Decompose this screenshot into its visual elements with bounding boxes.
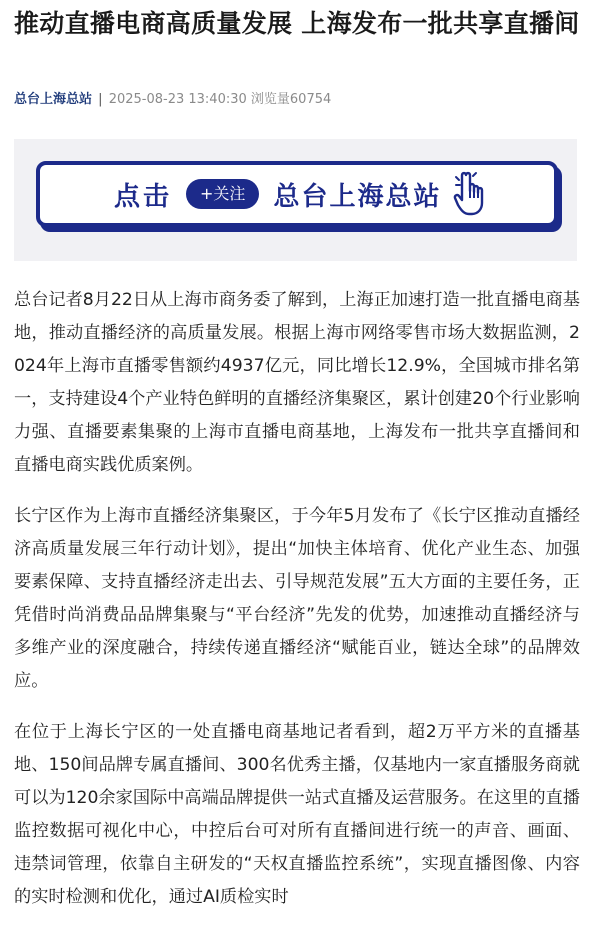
banner-click-text: 点击 <box>114 181 173 212</box>
pointer-hand-icon <box>453 171 491 217</box>
source-link[interactable]: 总台上海总站 <box>14 92 93 107</box>
meta-separator: | <box>98 92 103 107</box>
article-paragraph: 总台记者8月22日从上海市商务委了解到，上海正加速打造一批直播电商基地，推动直播经济的高质量发展。根据上海市网络零售市场大数据监测，2024年上海市直播零售额约4937亿元，同比增长12.9%，全国城市排名第一，支持建设4个产业特色鲜明的直播经济集聚区，累计创建20个行业影响力强、直播要素集聚的上海市直播电商基地，上海发布一批共享直播间和直播电商实践优质案例。 <box>14 290 580 475</box>
follow-button[interactable]: +关注 <box>186 179 259 209</box>
publish-datetime: 2025-08-23 13:40:30 <box>108 92 247 107</box>
article-meta <box>14 90 331 110</box>
article-paragraph: 在位于上海长宁区的一处直播电商基地记者看到，超2万平方米的直播基地、150间品牌专属直播间、300名优秀主播，仅基地内一家直播服务商就可以为120余家国际中高端品牌提供一站式直播及运营服务。在这里的直播监控数据可视化中心，中控后台可对所有直播间进行统一的声音、画面、违禁词管理，依靠自主研发的“天权直播监控系统”，实现直播图像、内容的实时检测和优化，通过AI质检实时 <box>14 722 580 907</box>
view-count: 浏览量60754 <box>250 92 332 107</box>
banner-station-name: 总台上海总站 <box>273 181 442 212</box>
follow-banner[interactable] <box>14 139 577 261</box>
article-body <box>14 284 580 932</box>
article-paragraph: 长宁区作为上海市直播经济集聚区，于今年5月发布了《长宁区推动直播经济高质量发展三年行动计划》，提出“加快主体培育、优化产业生态、加强要素保障、支持直播经济走出去、引导规范发展”五大方面的主要任务，正凭借时尚消费品品牌集聚与“平台经济”先发的优势，加速推动直播经济与多维产业的深度融合，持续传递直播经济“赋能百业，链达全球”的品牌效应。 <box>14 506 580 691</box>
follow-banner-box[interactable] <box>36 161 558 227</box>
article-title: 推动直播电商高质量发展 上海发布一批共享直播间 <box>14 9 580 38</box>
